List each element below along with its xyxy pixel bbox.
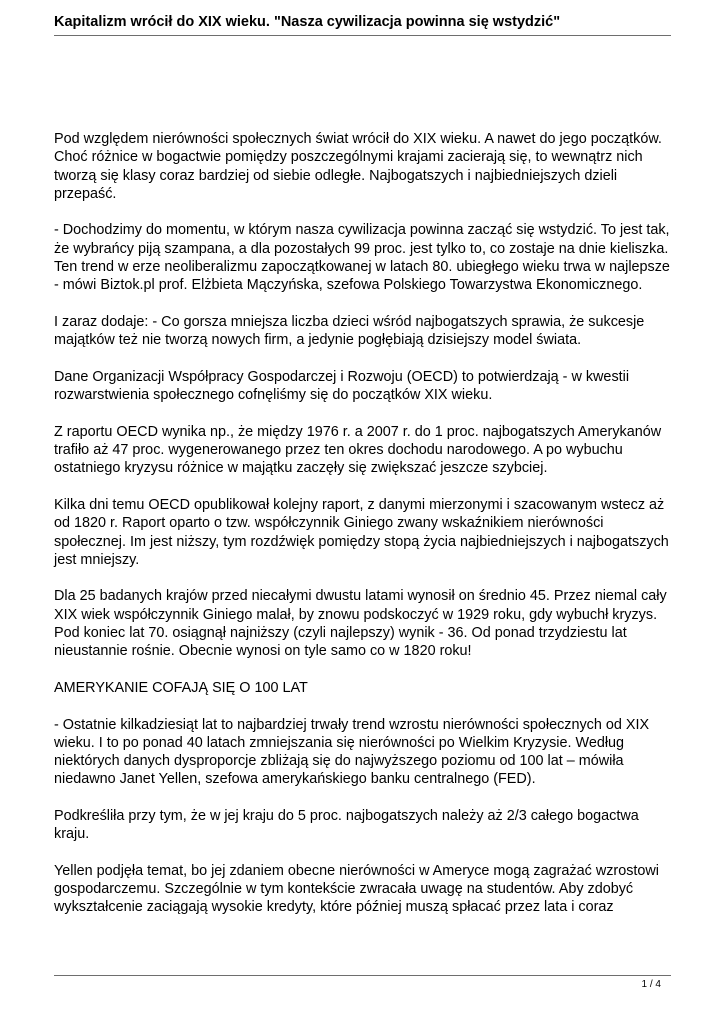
paragraph-gini-history: Dla 25 badanych krajów przed niecałymi dwustu latami wynosił on średnio 45. Przez niemal cały XIX wiek współczynnik Giniego malał, by znowu podskoczyć w 1929 roku, gdy wybuchł kryzys. Pod koniec lat 70. osiągnął najniższy (czyli najlepszy) wynik - 36. Od ponad trzydziestu lat nieustannie rośnie. Obecnie wynosi on tyle samo co w 1820 roku! bbox=[54, 588, 667, 660]
paragraph-intro: Pod względem nierówności społecznych świat wrócił do XIX wieku. A nawet do jego początków. Choć różnice w bogactwie pomiędzy poszczególnymi krajami zacierają się, to wewnątrz nich tworzą się klasy coraz bardziej od siebie odległe. Najbogatszych i najbiedniejszych dzieli przepaść. bbox=[54, 131, 662, 202]
paragraph-oecd-data: Dane Organizacji Współpracy Gospodarczej i Rozwoju (OECD) to potwierdzają - w kwestii rozwarstwienia społecznego cofnęliśmy się do początków XIX wieku. bbox=[54, 368, 630, 404]
page-header bbox=[54, 13, 671, 36]
paragraph-yellen-quote: - Ostatnie kilkadziesiąt lat to najbardziej trwały trend wzrostu nierówności społecznych od XIX wieku. I to po ponad 40 latach zmniejszania się nierówności po Wielkim Kryzysie. Według niektórych danych dysproporcje zbliżają się do najwyższego poziomu od 100 lat – mówiła niedawno Janet Yellen, szefowa amerykańskiego banku centralnego (FED). bbox=[54, 716, 650, 788]
page-number: 1 / 4 bbox=[641, 979, 661, 990]
article-body bbox=[54, 130, 676, 935]
page-footer bbox=[54, 975, 671, 990]
paragraph-students: Yellen podjęła temat, bo jej zdaniem obecne nierówności w Ameryce mogą zagrażać wzrostowi gospodarczemu. Szczególnie w tym kontekście zwracała uwagę na studentów. Aby zdobyć wykształcenie zaciągają wysokie kredyty, które później muszą spłacać przez lata i coraz bbox=[54, 862, 659, 916]
page-title: Kapitalizm wrócił do XIX wieku. "Nasza cywilizacja powinna się wstydzić" bbox=[54, 14, 561, 30]
paragraph-adds: I zaraz dodaje: - Co gorsza mniejsza liczba dzieci wśród najbogatszych sprawia, że sukcesje majątków też nie tworzą nowych firm, a jedynie pogłębiają dzisiejszy model świata. bbox=[54, 313, 645, 349]
paragraph-gini: Kilka dni temu OECD opublikował kolejny raport, z danymi mierzonymi i szacowanym wstecz aż od 1820 r. Raport oparto o tzw. współczynnik Giniego zwany wskaźnikiem nierówności społecznej. Im jest niższy, tym rozdźwięk pomiędzy stopą życia najbiedniejszych i najbogatszych jest mniejszy. bbox=[54, 496, 669, 568]
section-heading: AMERYKANIE COFAJĄ SIĘ O 100 LAT bbox=[54, 679, 308, 696]
paragraph-quote-maczynska: - Dochodzimy do momentu, w którym nasza cywilizacja powinna zacząć się wstydzić. To jest tak, że wybrańcy piją szampana, a dla pozostałych 99 proc. jest tylko to, co zostaje na dnie kieliszka. Ten trend w erze neoliberalizmu zapoczątkowanej w latach 80. ubiegłego wieku trwa w najlepsze - mówi Biztok.pl prof. Elżbieta Mączyńska, szefowa Polskiego Towarzystwa Ekonomicznego. bbox=[54, 222, 670, 294]
paragraph-wealth-share: Podkreśliła przy tym, że w jej kraju do 5 proc. najbogatszych należy aż 2/3 całego bogactwa kraju. bbox=[54, 807, 639, 843]
paragraph-oecd-report: Z raportu OECD wynika np., że między 1976 r. a 2007 r. do 1 proc. najbogatszych Amerykanów trafiło aż 47 proc. wygenerowanego przez ten okres dochodu narodowego. A po wybuchu ostatniego kryzysu różnice w majątku zaczęły się zwiększać jeszcze szybciej. bbox=[54, 423, 662, 477]
